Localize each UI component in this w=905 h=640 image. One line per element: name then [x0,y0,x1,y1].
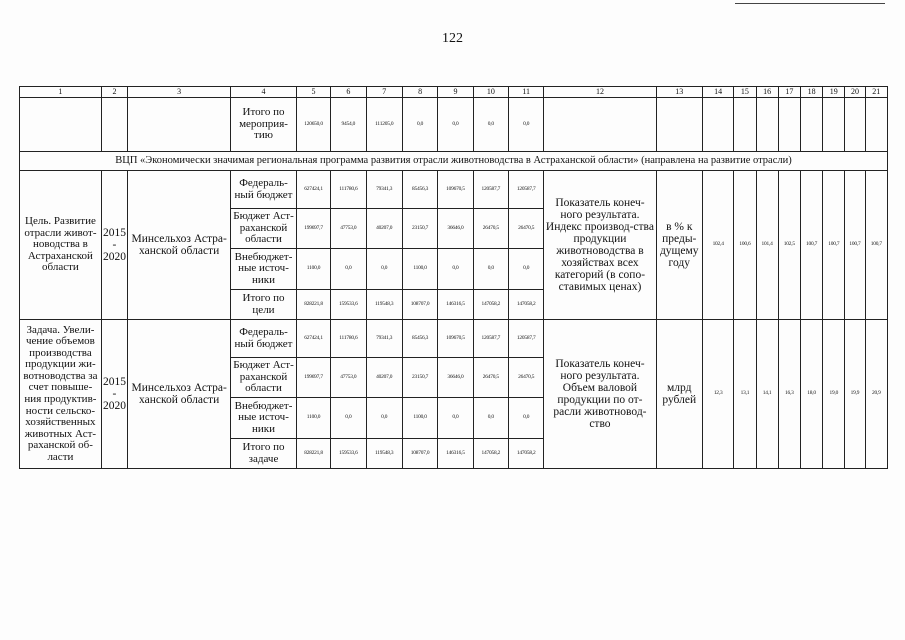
amount-cell: 108707,0 [402,290,437,320]
target-value: 100,6 [734,171,756,320]
column-number: 4 [231,87,297,98]
amount-cell: 120650,0 [296,98,330,152]
amount-cell: 47753,0 [331,358,366,398]
amount-cell: 146316,5 [438,439,473,469]
source-label: Внебюджет-ные источ-ники [231,398,297,439]
amount-cell: 627424,1 [296,171,330,209]
amount-cell: 108707,0 [402,439,437,469]
amount-cell: 120587,7 [509,171,544,209]
amount-cell: 0,0 [366,398,402,439]
column-number: 11 [509,87,544,98]
column-number-row [20,87,888,98]
column-number: 6 [331,87,366,98]
amount-cell: 119548,3 [366,290,402,320]
amount-cell: 111780,6 [331,171,366,209]
amount-cell: 0,0 [509,249,544,290]
amount-cell: 119548,3 [366,439,402,469]
amount-cell: 0,0 [473,398,508,439]
target-value: 16,3 [778,320,800,469]
table-cell [101,98,127,152]
table-cell [823,98,845,152]
amount-cell: 147058,2 [473,439,508,469]
goal-row [20,171,888,209]
goal-unit: в % к преды-дущему году [656,171,702,320]
amount-cell: 147058,2 [473,290,508,320]
column-number: 7 [366,87,402,98]
column-number: 21 [865,87,887,98]
source-label: Итого по цели [231,290,297,320]
task-unit: млрд рублей [656,320,702,469]
amount-cell: 40207,0 [366,358,402,398]
table-cell [845,98,865,152]
target-value: 100,7 [845,171,865,320]
target-value: 100,7 [823,171,845,320]
amount-cell: 199697,7 [296,209,330,249]
table-cell [865,98,887,152]
source-label: Бюджет Аст-раханской области [231,358,297,398]
amount-cell: 26470,5 [509,209,544,249]
amount-cell: 0,0 [509,398,544,439]
amount-cell: 0,0 [473,98,508,152]
amount-cell: 85456,3 [402,320,437,358]
column-number: 10 [473,87,508,98]
source-label: Внебюджет-ные источ-ники [231,249,297,290]
table-cell [128,98,231,152]
target-value: 19,9 [845,320,865,469]
amount-cell: 0,0 [402,98,437,152]
amount-cell: 26470,5 [473,209,508,249]
column-number: 9 [438,87,473,98]
amount-cell: 47753,0 [331,209,366,249]
amount-cell: 0,0 [331,398,366,439]
amount-cell: 0,0 [366,249,402,290]
amount-cell: 111205,0 [366,98,402,152]
table-cell [20,98,102,152]
amount-cell: 0,0 [438,249,473,290]
column-number: 15 [734,87,756,98]
task-executor: Минсельхоз Астра-ханской области [128,320,231,469]
column-number: 5 [296,87,330,98]
goal-executor: Минсельхоз Астра-ханской области [128,171,231,320]
amount-cell: 0,0 [509,98,544,152]
target-value: 12,3 [702,320,733,469]
amount-cell: 120587,7 [509,320,544,358]
program-table [19,86,888,469]
table-cell [544,98,656,152]
amount-cell: 109670,5 [438,171,473,209]
source-label: Бюджет Аст-раханской области [231,209,297,249]
column-number: 18 [800,87,822,98]
table-cell [734,98,756,152]
amount-cell: 23150,7 [402,358,437,398]
column-number: 14 [702,87,733,98]
target-value: 100,7 [800,171,822,320]
amount-cell: 627424,1 [296,320,330,358]
task-indicator: Показатель конеч-ного результата. Объем валовой продукции по от-расли животновод-ство [544,320,656,469]
amount-cell: 1100,0 [296,398,330,439]
target-value: 101,4 [756,171,778,320]
amount-cell: 147058,2 [509,439,544,469]
table-cell [656,98,702,152]
target-value: 14,1 [756,320,778,469]
table-cell [756,98,778,152]
table-cell [702,98,733,152]
amount-cell: 85456,3 [402,171,437,209]
task-row [20,320,888,358]
amount-cell: 0,0 [438,98,473,152]
vcp-title-row [20,152,888,171]
amount-cell: 26470,5 [473,358,508,398]
amount-cell: 36646,0 [438,358,473,398]
amount-cell: 199697,7 [296,358,330,398]
column-number: 16 [756,87,778,98]
source-label: Федераль-ный бюджет [231,171,297,209]
amount-cell: 147058,2 [509,290,544,320]
target-value: 19,0 [823,320,845,469]
column-number: 3 [128,87,231,98]
column-number: 17 [778,87,800,98]
amount-cell: 26470,5 [509,358,544,398]
column-number: 19 [823,87,845,98]
source-label: Итого по задаче [231,439,297,469]
amount-cell: 159533,6 [331,290,366,320]
goal-period: 2015 - 2020 [101,171,127,320]
column-number: 13 [656,87,702,98]
amount-cell: 828221,8 [296,290,330,320]
amount-cell: 109670,5 [438,320,473,358]
target-value: 13,1 [734,320,756,469]
target-value: 20,9 [865,320,887,469]
measure-total-row [20,98,888,152]
target-value: 100,7 [865,171,887,320]
column-number: 1 [20,87,102,98]
page-number: 122 [442,31,463,46]
table-cell [778,98,800,152]
target-value: 102,5 [778,171,800,320]
target-value: 102,4 [702,171,733,320]
task-period: 2015 - 2020 [101,320,127,469]
amount-cell: 146316,5 [438,290,473,320]
amount-cell: 40207,0 [366,209,402,249]
amount-cell: 1100,0 [402,398,437,439]
amount-cell: 23150,7 [402,209,437,249]
column-number: 2 [101,87,127,98]
goal-name: Цель. Развитие отрасли живот-новодства в Астраханской области [20,171,102,320]
top-rule [735,3,885,4]
amount-cell: 0,0 [473,249,508,290]
source-label: Итого по мероприя-тию [231,98,297,152]
target-value: 18,0 [800,320,822,469]
amount-cell: 159533,6 [331,439,366,469]
amount-cell: 828221,8 [296,439,330,469]
amount-cell: 79341,3 [366,171,402,209]
amount-cell: 120587,7 [473,171,508,209]
column-number: 8 [402,87,437,98]
vcp-title: ВЦП «Экономически значимая региональная программа развития отрасли животноводства в Астраханской области» (направлена на развитие отрасли) [20,152,888,171]
amount-cell: 111780,6 [331,320,366,358]
amount-cell: 79341,3 [366,320,402,358]
task-name: Задача. Увели-чение объемов производства продукции жи-вотноводства за счет повыше-ния продуктив-ности сельско-хозяйственных животных Аст-раханской об-ласти [20,320,102,469]
amount-cell: 0,0 [331,249,366,290]
source-label: Федераль-ный бюджет [231,320,297,358]
column-number: 12 [544,87,656,98]
amount-cell: 36646,0 [438,209,473,249]
goal-indicator: Показатель конеч-ного результата. Индекс производ-ства продукции животноводства в хозяйствах всех категорий (в сопо-ставимых ценах) [544,171,656,320]
amount-cell: 1100,0 [296,249,330,290]
amount-cell: 9454,0 [331,98,366,152]
amount-cell: 120587,7 [473,320,508,358]
amount-cell: 0,0 [438,398,473,439]
amount-cell: 1100,0 [402,249,437,290]
column-number: 20 [845,87,865,98]
table-cell [800,98,822,152]
